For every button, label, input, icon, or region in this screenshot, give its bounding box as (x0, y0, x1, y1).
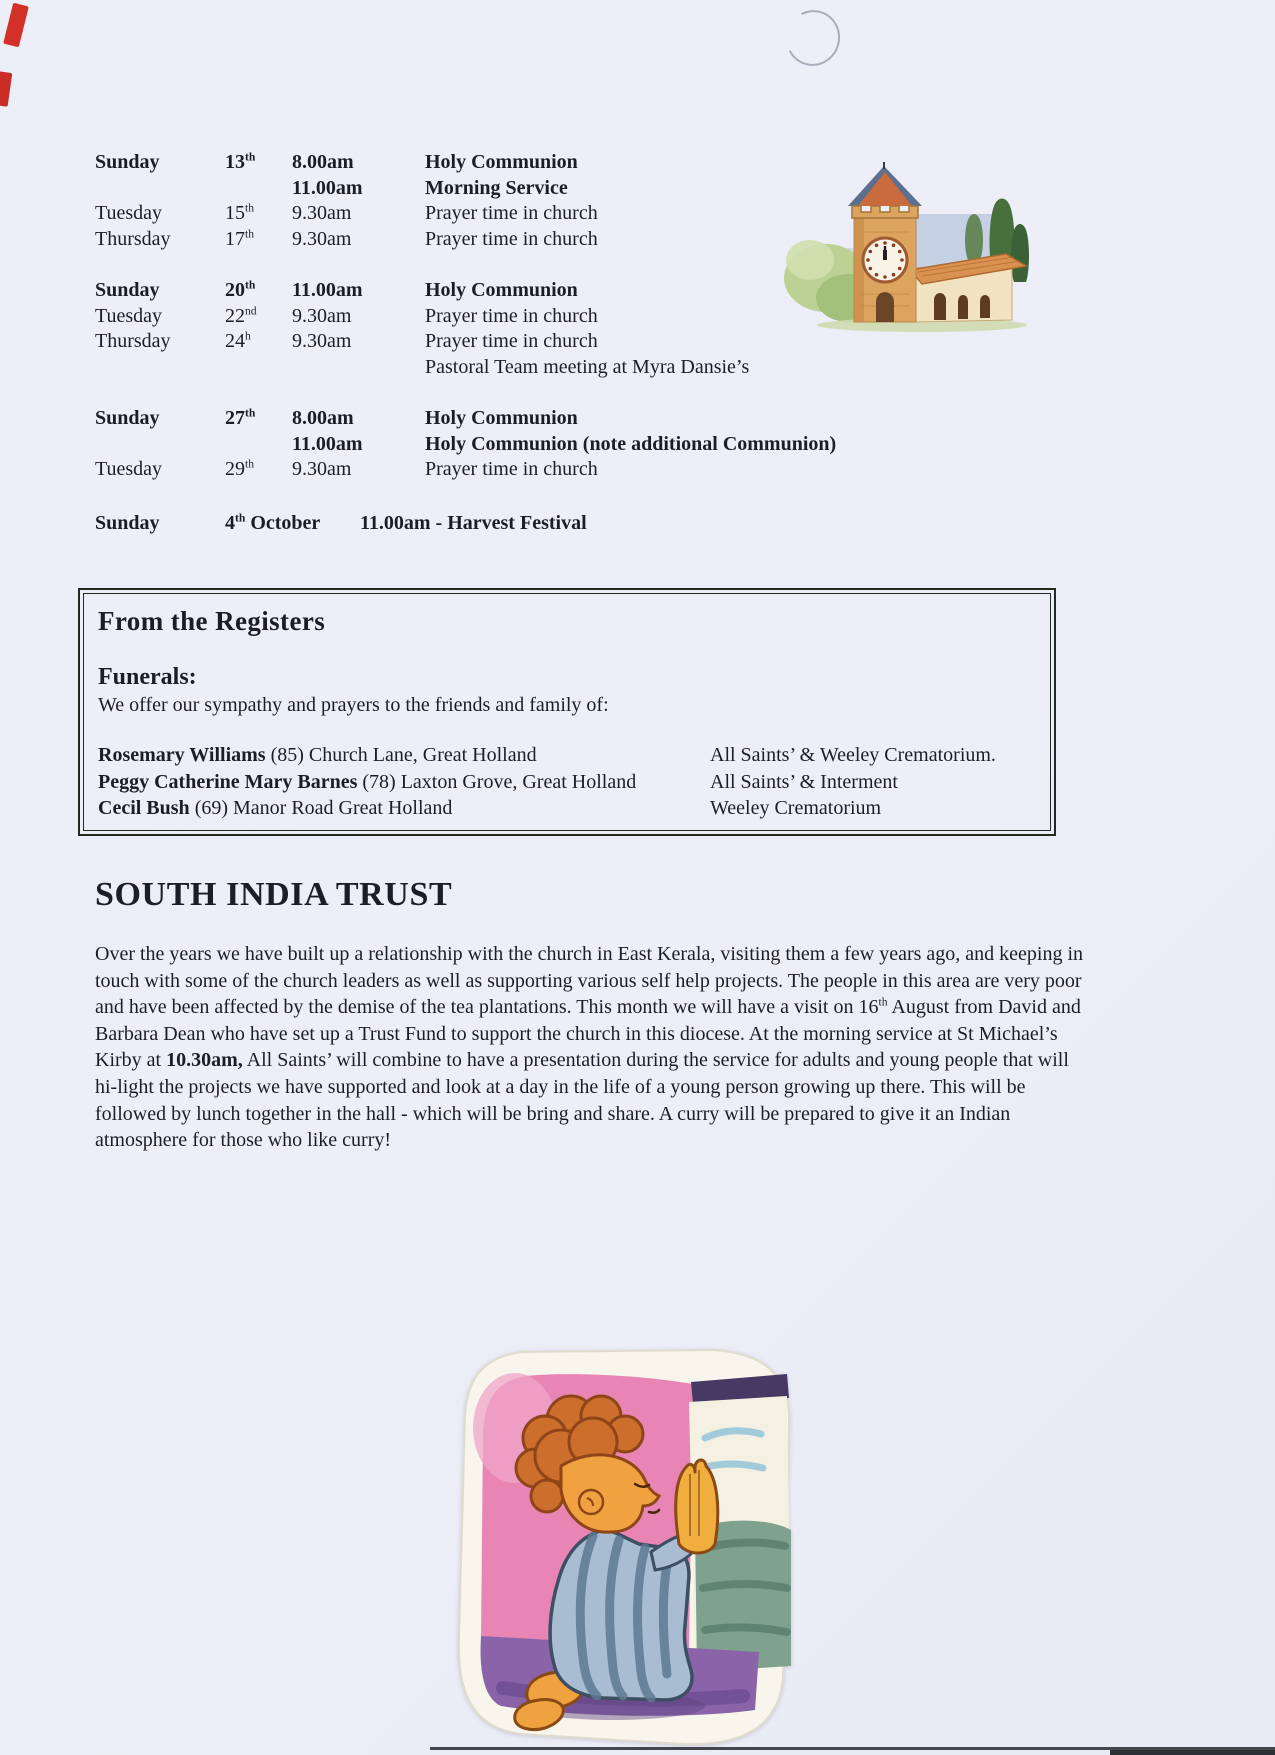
schedule-row (95, 278, 836, 304)
schedule-time: 11.00am (292, 279, 363, 301)
schedule-time: 8.00am (292, 151, 354, 173)
schedule-time: 9.30am (292, 227, 352, 250)
church-illustration (782, 162, 1034, 334)
schedule-date (225, 176, 292, 202)
funeral-service: All Saints’ & Interment (710, 770, 898, 793)
schedule-desc: Pastoral Team meeting at Myra Dansie’s (425, 355, 750, 378)
service-schedule (95, 150, 836, 536)
schedule-desc: 11.00am - Harvest Festival (360, 511, 587, 534)
schedule-desc: Holy Communion (425, 407, 578, 429)
schedule-day: Tuesday (95, 304, 163, 327)
schedule-row (95, 176, 836, 202)
schedule-day: Thursday (95, 227, 171, 250)
schedule-desc: Prayer time in church (425, 304, 598, 327)
funerals-heading: Funerals: (98, 664, 197, 690)
schedule-day: Thursday (95, 330, 171, 352)
schedule-row (95, 355, 836, 381)
pen-arc-mark-icon (779, 3, 848, 73)
funerals-intro: We offer our sympathy and prayers to the friends and family of: (98, 694, 609, 716)
schedule-day: Sunday (95, 279, 160, 301)
schedule-time: 9.30am (292, 458, 352, 480)
schedule-time: 9.30am (292, 202, 352, 224)
schedule-time (292, 355, 425, 381)
south-india-trust-title: SOUTH INDIA TRUST (95, 876, 453, 913)
schedule-desc: Prayer time in church (425, 330, 598, 352)
funeral-person: Cecil Bush (69) Manor Road Great Holland (98, 797, 453, 819)
schedule-time: 11.00am (292, 432, 363, 455)
schedule-day (95, 176, 225, 202)
schedule-date: 15th (225, 201, 255, 224)
schedule-desc: Holy Communion (425, 151, 578, 173)
schedule-date: 13th (225, 150, 256, 173)
schedule-row (95, 304, 836, 330)
schedule-time: 9.30am (292, 330, 352, 352)
schedule-desc: Morning Service (425, 176, 568, 199)
schedule-day: Tuesday (95, 458, 163, 480)
schedule-date (225, 355, 292, 381)
schedule-row (95, 150, 836, 176)
schedule-time: 11.00am (292, 176, 363, 199)
schedule-desc: Prayer time in church (425, 202, 598, 224)
funeral-person: Rosemary Williams (85) Church Lane, Great Holland (98, 744, 537, 766)
schedule-group (95, 278, 836, 380)
schedule-date: 17th (225, 226, 255, 250)
schedule-row (95, 227, 836, 253)
schedule-date: 27th (225, 406, 256, 429)
schedule-day: Sunday (95, 151, 160, 173)
schedule-desc: Holy Communion (425, 279, 578, 301)
schedule-date: 20th (225, 278, 256, 301)
from-the-registers-box (78, 588, 1056, 836)
schedule-day (95, 355, 225, 381)
praying-child-illustration (443, 1338, 798, 1750)
schedule-row (95, 406, 836, 432)
schedule-desc: Prayer time in church (425, 227, 598, 250)
schedule-date: 29th (225, 457, 255, 480)
south-india-trust-paragraph: Over the years we have built up a relationship with the church in East Kerala, visiting them a few years ago, and keeping in touch with some of the church leaders as well as supporting various self help projects. The people in this area are very poor and have been affected by the demise of the tea plantations. This month we will have a visit on 16th August from David and Barbara Dean who have set up a Trust Fund to support the church in this diocese. At the morning service at St Michael’s Kirby at 10.30am, All Saints’ will combine to have a presentation during the service for adults and young people that will hi-light the projects we have supported and look at a day in the life of a young person growing up there. This will be followed by lunch together in the hall - which will be bring and share. A curry will be prepared to give it an Indian atmosphere for those who like curry! (95, 943, 1084, 1152)
schedule-day (95, 432, 225, 458)
funeral-entry (98, 769, 1034, 796)
schedule-group (95, 150, 836, 252)
schedule-date: 22nd (225, 303, 257, 327)
schedule-desc: Holy Communion (note additional Communion) (425, 432, 837, 455)
schedule-date (225, 432, 292, 458)
schedule-row (95, 432, 836, 458)
schedule-day: Tuesday (95, 202, 163, 224)
schedule-time: 9.30am (292, 304, 352, 327)
funeral-entry (98, 795, 1034, 822)
schedule-row (95, 201, 836, 227)
funeral-service: Weeley Crematorium (710, 797, 882, 819)
red-scan-mark-icon (0, 71, 12, 107)
funeral-entries (98, 742, 1034, 822)
schedule-row (95, 457, 836, 483)
schedule-desc: Prayer time in church (425, 458, 598, 480)
red-scan-mark-icon (3, 3, 29, 48)
schedule-row (95, 329, 836, 355)
schedule-day: Sunday (95, 511, 160, 534)
scan-edge-line (1110, 1750, 1275, 1755)
schedule-day: Sunday (95, 407, 160, 429)
funeral-person: Peggy Catherine Mary Barnes (78) Laxton Grove, Great Holland (98, 770, 637, 793)
schedule-date: 24$^h$ (225, 329, 251, 352)
registers-title: From the Registers (98, 606, 326, 636)
schedule-time: 8.00am (292, 407, 354, 429)
schedule-group (95, 406, 836, 483)
funeral-service: All Saints’ & Weeley Crematorium. (710, 744, 996, 766)
schedule-row-harvest (95, 511, 836, 537)
schedule-date: 4th October (225, 510, 321, 534)
funeral-entry (98, 742, 1034, 769)
